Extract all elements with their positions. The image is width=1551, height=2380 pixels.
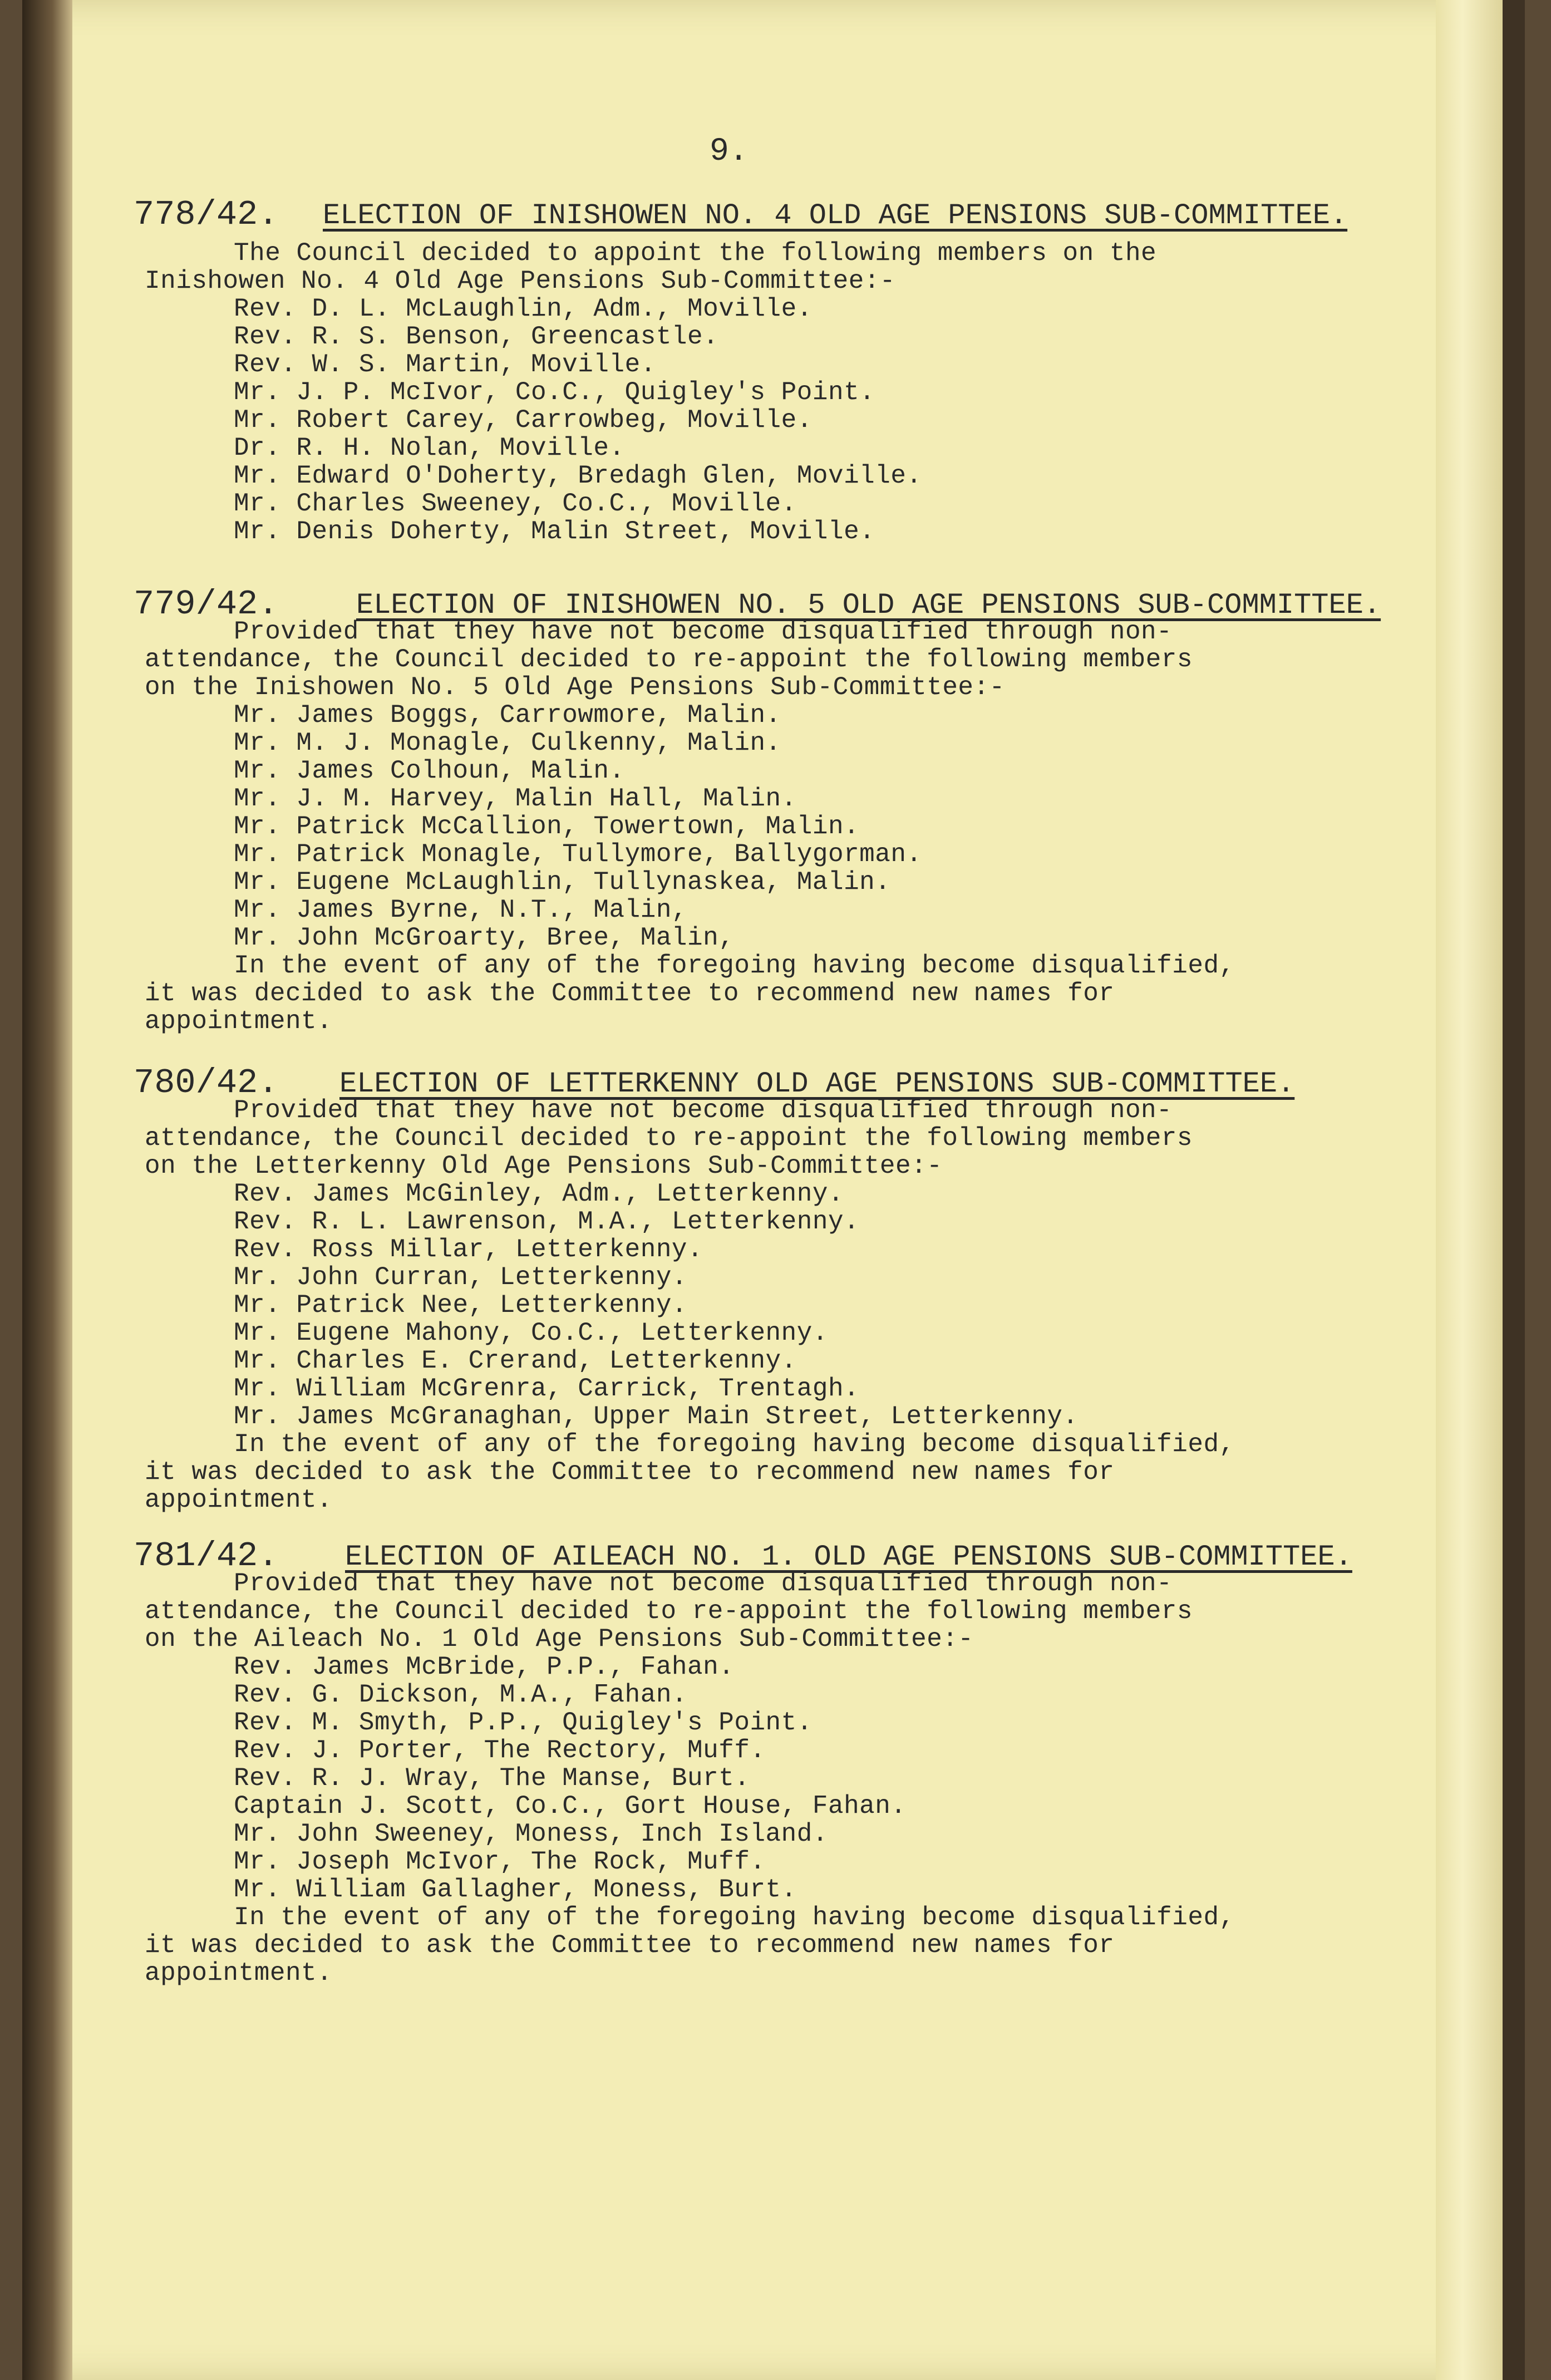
member-line: Mr. James McGranaghan, Upper Main Street, Letterkenny. [234, 1402, 1079, 1431]
closing-line: In the event of any of the foregoing having become disqualified, [234, 951, 1235, 980]
intro-line: on the Letterkenny Old Age Pensions Sub-Committee:- [145, 1152, 943, 1181]
member-line: Mr. Patrick McCallion, Towertown, Malin. [234, 812, 860, 841]
section-title: ELECTION OF INISHOWEN NO. 5 OLD AGE PENSIONS SUB-COMMITTEE. [356, 589, 1381, 622]
intro-line: on the Aileach No. 1 Old Age Pensions Sub-Committee:- [145, 1625, 974, 1654]
intro-line: Provided that they have not become disqualified through non- [234, 1569, 1173, 1598]
member-line: Mr. Charles Sweeney, Co.C., Moville. [234, 489, 797, 518]
intro-line: Inishowen No. 4 Old Age Pensions Sub-Committee:- [145, 267, 896, 296]
member-line: Mr. Patrick Monagle, Tullymore, Ballygorman. [234, 840, 922, 869]
member-line: Mr. Eugene Mahony, Co.C., Letterkenny. [234, 1319, 828, 1348]
minute-number: 780/42. [134, 1063, 279, 1103]
member-line: Mr. John McGroarty, Bree, Malin, [234, 923, 735, 952]
member-line: Mr. James Colhoun, Malin. [234, 756, 625, 785]
minute-section-778 [134, 195, 1458, 545]
member-line: Rev. M. Smyth, P.P., Quigley's Point. [234, 1708, 813, 1737]
closing-line: it was decided to ask the Committee to recommend new names for [145, 1931, 1115, 1960]
member-line: Rev. G. Dickson, M.A., Fahan. [234, 1680, 688, 1709]
member-line: Captain J. Scott, Co.C., Gort House, Fahan. [234, 1792, 907, 1821]
section-heading [134, 1536, 1458, 1576]
page-edge-shadow [1503, 0, 1525, 2380]
member-line: Mr. J. M. Harvey, Malin Hall, Malin. [234, 784, 797, 813]
section-title: ELECTION OF LETTERKENNY OLD AGE PENSIONS SUB-COMMITTEE. [339, 1068, 1295, 1100]
member-line: Mr. Patrick Nee, Letterkenny. [234, 1291, 688, 1320]
intro-line: attendance, the Council decided to re-appoint the following members [145, 1124, 1193, 1153]
closing-line: appointment. [145, 1959, 333, 1988]
member-line: Rev. Ross Millar, Letterkenny. [234, 1235, 703, 1264]
closing-line: In the event of any of the foregoing having become disqualified, [234, 1430, 1235, 1459]
minute-section-781 [134, 1536, 1458, 1987]
member-line: Rev. D. L. McLaughlin, Adm., Moville. [234, 294, 813, 323]
minute-number: 778/42. [134, 195, 279, 234]
member-line: Mr. Eugene McLaughlin, Tullynaskea, Malin. [234, 868, 891, 897]
closing-line: it was decided to ask the Committee to recommend new names for [145, 979, 1115, 1008]
member-line: Mr. William Gallagher, Moness, Burt. [234, 1875, 797, 1904]
member-line: Rev. James McBride, P.P., Fahan. [234, 1653, 735, 1681]
intro-line: The Council decided to appoint the following members on the [234, 239, 1157, 268]
member-line: Mr. James Boggs, Carrowmore, Malin. [234, 701, 781, 730]
member-line: Rev. James McGinley, Adm., Letterkenny. [234, 1179, 844, 1208]
minute-section-780 [134, 1063, 1458, 1514]
member-line: Rev. R. S. Benson, Greencastle. [234, 322, 719, 351]
member-line: Rev. W. S. Martin, Moville. [234, 350, 656, 379]
member-line: Mr. Charles E. Crerand, Letterkenny. [234, 1346, 797, 1375]
member-line: Rev. J. Porter, The Rectory, Muff. [234, 1736, 766, 1765]
member-line: Mr. Edward O'Doherty, Bredagh Glen, Moville. [234, 461, 922, 490]
closing-line: In the event of any of the foregoing having become disqualified, [234, 1903, 1235, 1932]
document-page [22, 0, 1503, 2380]
book-binding [22, 0, 72, 2380]
minute-number: 781/42. [134, 1536, 279, 1576]
intro-line: Provided that they have not become disqualified through non- [234, 1096, 1173, 1125]
closing-line: appointment. [145, 1007, 333, 1036]
closing-line: it was decided to ask the Committee to recommend new names for [145, 1458, 1115, 1487]
minute-number: 779/42. [134, 584, 279, 624]
section-title: ELECTION OF INISHOWEN NO. 4 OLD AGE PENSIONS SUB-COMMITTEE. [323, 199, 1348, 232]
member-line: Mr. John Sweeney, Moness, Inch Island. [234, 1820, 828, 1848]
intro-line: attendance, the Council decided to re-appoint the following members [145, 1597, 1193, 1626]
member-line: Mr. James Byrne, N.T., Malin, [234, 896, 688, 925]
member-line: Mr. Robert Carey, Carrowbeg, Moville. [234, 406, 813, 435]
member-line: Mr. Denis Doherty, Malin Street, Moville. [234, 517, 875, 546]
intro-line: attendance, the Council decided to re-appoint the following members [145, 645, 1193, 674]
minute-section-779 [134, 584, 1458, 1035]
page-number: 9. [710, 134, 749, 170]
member-line: Mr. Joseph McIvor, The Rock, Muff. [234, 1847, 766, 1876]
intro-line: on the Inishowen No. 5 Old Age Pensions Sub-Committee:- [145, 673, 1005, 702]
closing-line: appointment. [145, 1486, 333, 1514]
section-heading [134, 1063, 1458, 1103]
member-line: Dr. R. H. Nolan, Moville. [234, 434, 625, 463]
intro-line: Provided that they have not become disqualified through non- [234, 617, 1173, 646]
member-line: Mr. M. J. Monagle, Culkenny, Malin. [234, 729, 781, 758]
member-line: Rev. R. L. Lawrenson, M.A., Letterkenny. [234, 1207, 860, 1236]
member-line: Mr. John Curran, Letterkenny. [234, 1263, 688, 1292]
section-heading [134, 584, 1458, 624]
section-heading [134, 195, 1458, 239]
member-line: Mr. J. P. McIvor, Co.C., Quigley's Point. [234, 378, 875, 407]
member-line: Mr. William McGrenra, Carrick, Trentagh. [234, 1374, 860, 1403]
section-title: ELECTION OF AILEACH NO. 1. OLD AGE PENSIONS SUB-COMMITTEE. [345, 1541, 1352, 1573]
member-line: Rev. R. J. Wray, The Manse, Burt. [234, 1764, 750, 1793]
